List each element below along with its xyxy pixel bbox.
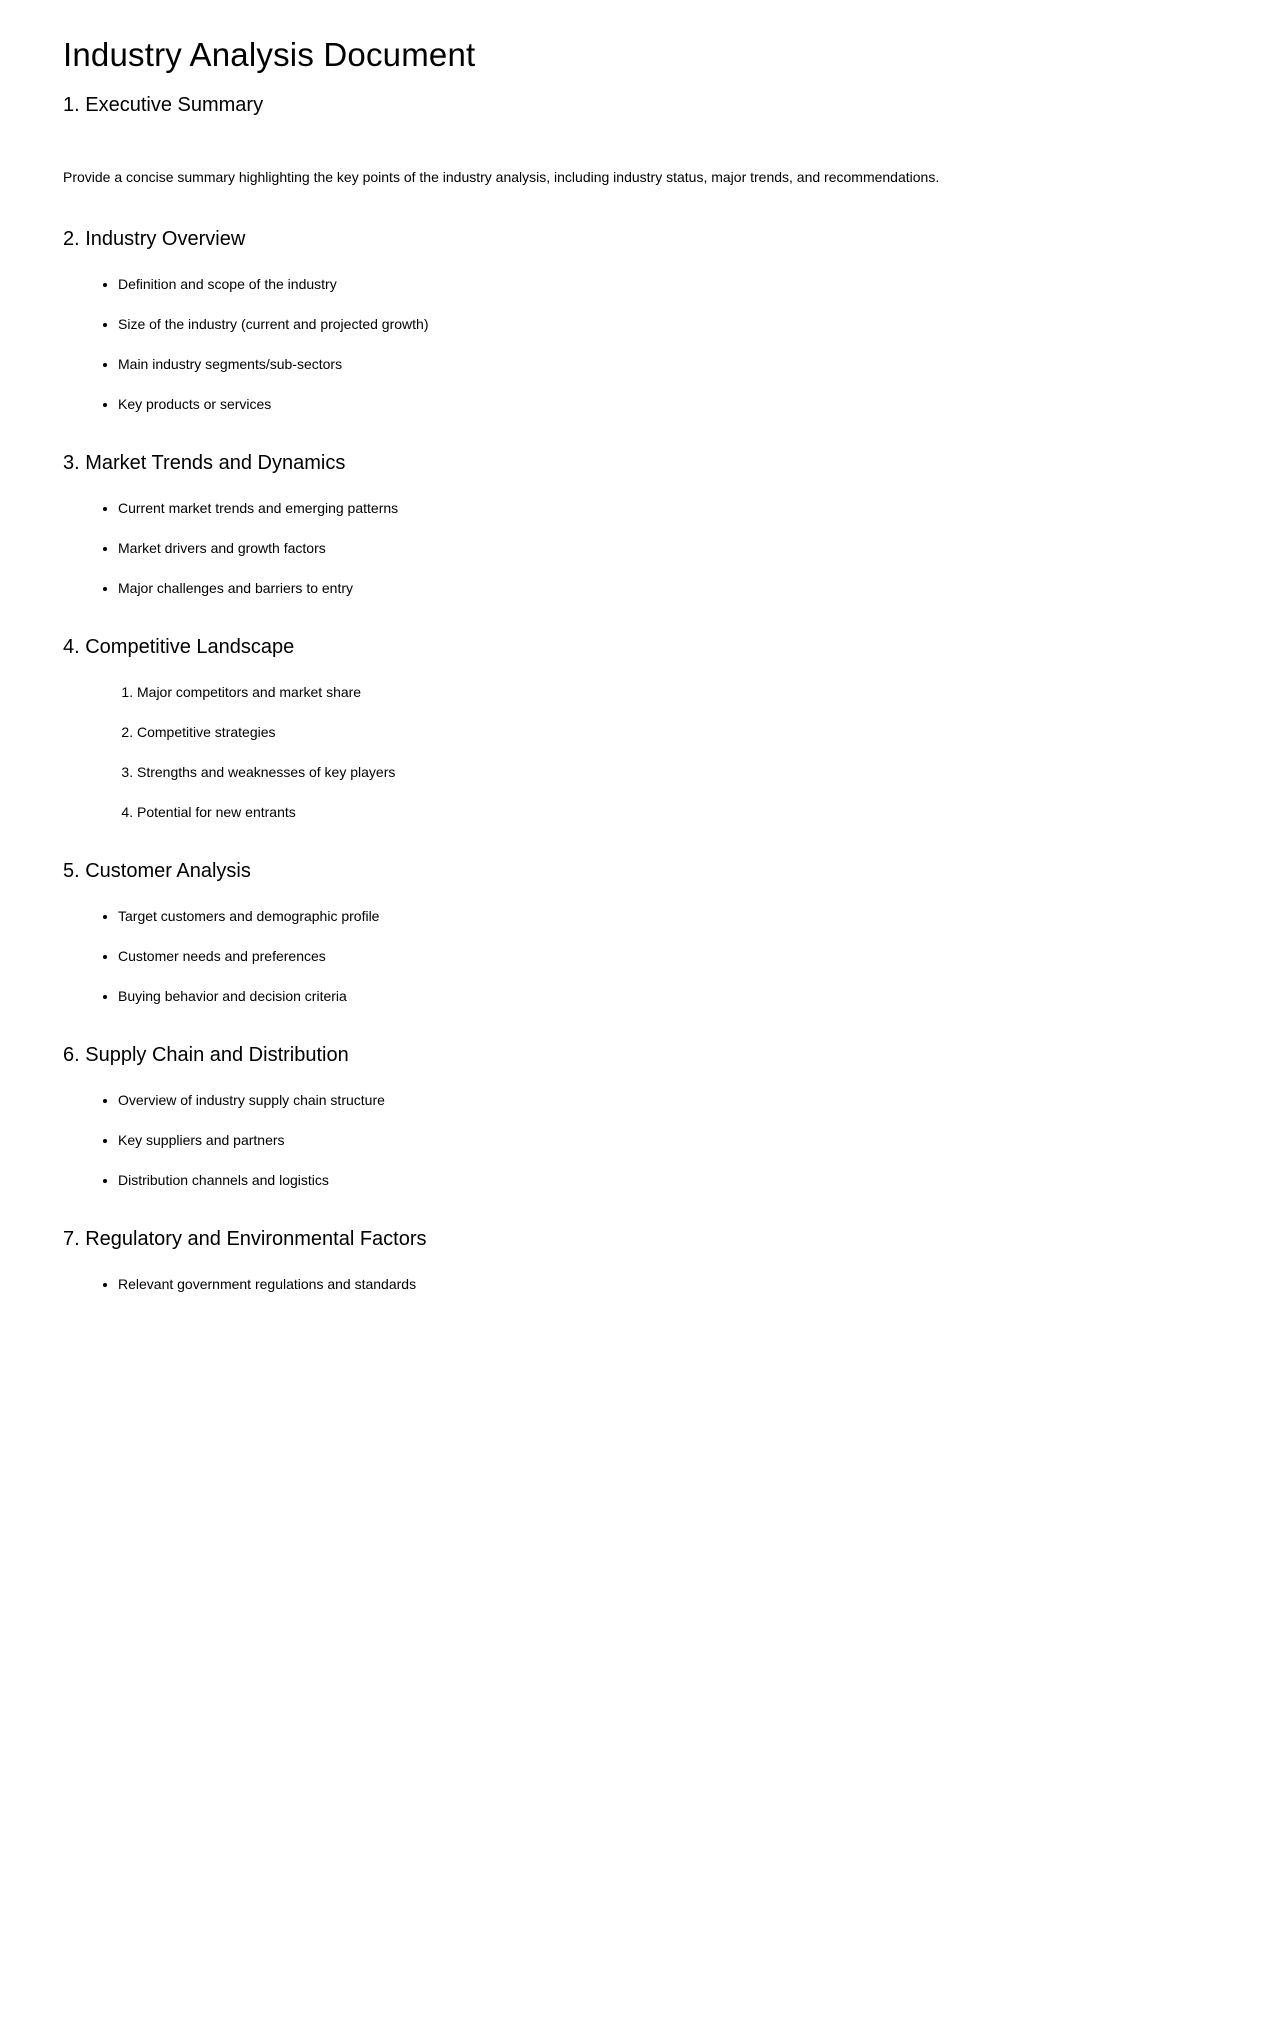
list-item: • Key suppliers and partners	[118, 1132, 385, 1148]
list-item: 1. Major competitors and market share	[137, 684, 395, 700]
document-title: Industry Analysis Document	[63, 36, 476, 73]
list-item: • Target customers and demographic profile	[118, 908, 379, 924]
list-item: • Relevant government regulations and standards	[118, 1276, 416, 1292]
list-item: 3. Strengths and weaknesses of key players	[137, 764, 395, 780]
list-item: • Main industry segments/sub-sectors	[118, 356, 429, 372]
list-item: • Definition and scope of the industry	[118, 276, 429, 292]
section-heading-customer-analysis: 5. Customer Analysis	[63, 860, 251, 882]
regulatory-factors-list	[63, 1276, 416, 1292]
list-item: • Buying behavior and decision criteria	[118, 988, 379, 1004]
list-item: • Market drivers and growth factors	[118, 540, 398, 556]
supply-chain-list	[63, 1092, 385, 1188]
list-item: • Size of the industry (current and projected growth)	[118, 316, 429, 332]
market-trends-list	[63, 500, 398, 596]
section-heading-supply-chain: 6. Supply Chain and Distribution	[63, 1044, 349, 1066]
list-item: 4. Potential for new entrants	[137, 804, 395, 820]
competitive-landscape-list	[63, 684, 395, 820]
section-heading-executive-summary: 1. Executive Summary	[63, 94, 264, 116]
industry-overview-list	[63, 276, 429, 412]
list-item: 2. Competitive strategies	[137, 724, 395, 740]
list-item: • Key products or services	[118, 396, 429, 412]
section-heading-competitive-landscape: 4. Competitive Landscape	[63, 636, 295, 658]
list-item: • Distribution channels and logistics	[118, 1172, 385, 1188]
list-item: • Current market trends and emerging patterns	[118, 500, 398, 516]
executive-summary-paragraph: Provide a concise summary highlighting the key points of the industry analysis, including industry status, major trends, and recommendations.	[63, 169, 940, 185]
customer-analysis-list	[63, 908, 379, 1004]
section-heading-regulatory-factors: 7. Regulatory and Environmental Factors	[63, 1228, 427, 1250]
list-item: • Overview of industry supply chain structure	[118, 1092, 385, 1108]
list-item: • Major challenges and barriers to entry	[118, 580, 398, 596]
section-heading-market-trends: 3. Market Trends and Dynamics	[63, 452, 346, 474]
list-item: • Customer needs and preferences	[118, 948, 379, 964]
section-heading-industry-overview: 2. Industry Overview	[63, 228, 246, 250]
